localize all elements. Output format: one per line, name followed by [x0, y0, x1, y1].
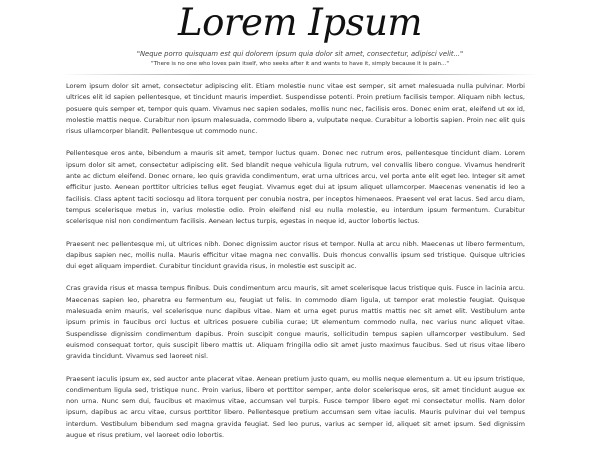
header-quote: "Neque porro quisquam est qui dolorem ipsum quia dolor sit amet, consectetur, adipisci velit..." [136, 50, 464, 58]
page-header [0, 0, 600, 75]
paragraph: Praesent iaculis ipsum ex, sed auctor ante placerat vitae. Aenean pretium justo quam, eu mollis neque elementum a. Ut eu ipsum tristique, condimentum ligula sed, tristique nunc. Proin varius, libero et porttitor semper, ante dolor scelerisque eros, sit amet tincidunt augue ex non urna. Nunc sem dui, faucibus et maximus vitae, accumsan vel turpis. Fusce tempor libero eget mi consectetur mollis. Nam dolor ipsum, dapibus ac arcu vitae, cursus porttitor libero. Pellentesque pretium accumsan sem vitae iaculis. Mauris pulvinar dui vel tempus interdum. Vestibulum bibendum sed magna gravida feugiat. Sed leo purus, varius ac semper id, aliquet sit amet ipsum. Sed dignissim augue et risus pretium, vel laoreet odio lobortis. [66, 374, 525, 440]
paragraph: Praesent nec pellentesque mi, ut ultrices nibh. Donec dignissim auctor risus et tempor. Nulla at arcu nibh. Maecenas ut libero fermentum, dapibus sapien nec, mollis nulla. Mauris efficitur vitae magna nec convallis. Duis rhoncus convallis ipsum sed tristique. Quisque ultricies dui eget aliquam imperdiet. Curabitur tincidunt gravida risus, in molestie est suscipit ac. [66, 239, 525, 271]
article-body [66, 81, 525, 452]
header-subquote: "There is no one who loves pain itself, who seeks after it and wants to have it, simply because it is pain..." [151, 61, 449, 67]
paragraph: Cras gravida risus et massa tempus finibus. Duis condimentum arcu mauris, sit amet scelerisque lacus tristique quis. Fusce in lacinia arcu. Maecenas sapien leo, pharetra eu fermentum eu, feugiat ut felis. In commodo diam ligula, ut tempor erat molestie feugiat. Quisque malesuada enim mauris, vel scelerisque nunc dapibus vitae. Nam et urna eget purus mattis mattis nec sit amet elit. Vestibulum ante ipsum primis in faucibus orci luctus et ultrices posuere cubilia curae; Ut elementum commodo nulla, nec varius nunc aliquet vitae. Suspendisse dignissim condimentum dapibus. Proin suscipit congue mauris, sollicitudin tempus sapien ullamcorper vestibulum. Sed euismod consequat tortor, quis suscipit libero mattis ut. Aliquam fringilla odio sit amet justo maximus faucibus. Sed ut risus vitae libero gravida tincidunt. Vivamus sed laoreet nisl. [66, 284, 525, 361]
paragraph: Lorem ipsum dolor sit amet, consectetur adipiscing elit. Etiam molestie nunc vitae est semper, sit amet malesuada nulla pulvinar. Morbi ultrices elit id sapien pellentesque, et tincidunt mauris imperdiet. Suspendisse potenti. Proin pretium facilisis tempor. Aliquam nibh lectus, posuere quis semper et, tempor quis quam. Vivamus nec sapien sodales, mollis nunc nec, facilisis eros. Donec enim erat, eleifend ut ex id, molestie mattis neque. Curabitur non ipsum malesuada, commodo libero a, vulputate neque. Curabitur a lobortis sapien. Proin nec elit quis risus ullamcorper blandit. Pellentesque ut commodo nunc. [66, 82, 525, 136]
paragraph: Pellentesque eros ante, bibendum a mauris sit amet, tempor luctus quam. Donec nec rutrum eros, pellentesque tincidunt diam. Lorem ipsum dolor sit amet, consectetur adipiscing elit. Sed blandit neque vehicula ligula rutrum, vel convallis libero congue. Vivamus hendrerit ante ac dictum eleifend. Donec ornare, leo quis gravida condimentum, erat urna ultrices arcu, vel porta ante elit eget leo. Integer sit amet efficitur justo. Aenean porttitor ultricies tellus eget feugiat. Vivamus eget dui at ipsum aliquet ullamcorper. Maecenas venenatis id leo a facilisis. Class aptent taciti sociosqu ad litora torquent per conubia nostra, per inceptos himenaeos. Praesent vel erat lacus. Sed arcu diam, tempus scelerisque metus in, varius molestie odio. Proin eleifend nisl eu nulla molestie, eu interdum ipsum fermentum. Curabitur scelerisque nisl non condimentum facilisis. Aenean lectus turpis, egestas in neque id, auctor lobortis lectus. [66, 149, 525, 226]
header-divider [60, 74, 540, 75]
page-title: Lorem Ipsum [178, 1, 422, 44]
